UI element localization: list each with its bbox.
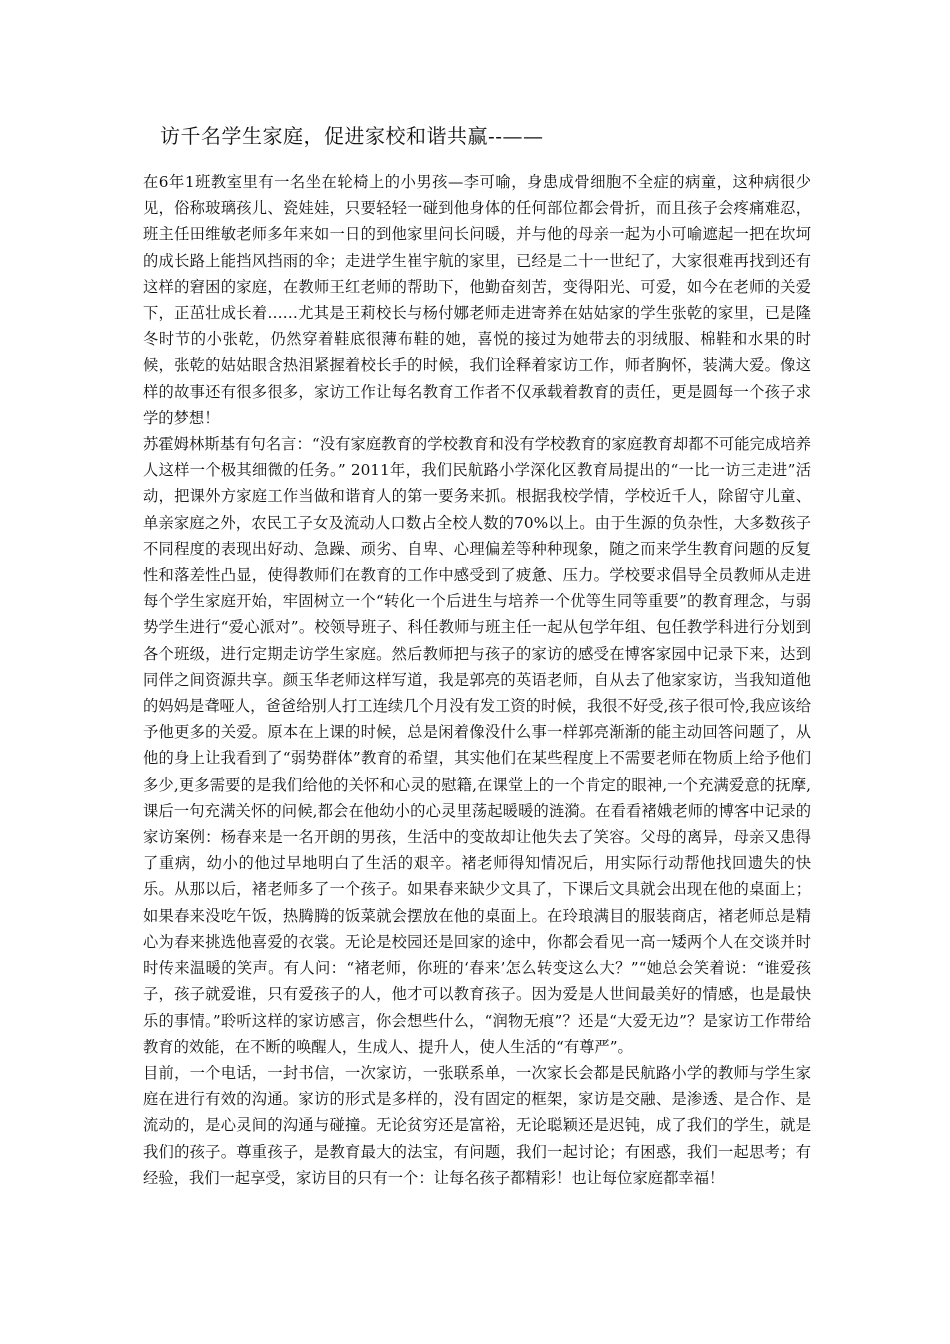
document-body xyxy=(143,169,811,1191)
document-title: 访千名学生家庭，促进家校和谐共赢--—— xyxy=(160,124,544,148)
paragraph-communication-summary: 目前，一个电话，一封书信，一次家访，一张联系单，一次家长会都是民航路小学的教师与学生家庭在进行有效的沟通。家访的形式是多样的，没有固定的框架，家访是交融、是渗透、是合作、是流动的，是心灵间的沟通与碰撞。无论贫穷还是富裕，无论聪颖还是迟钝，成了我们的学生，就是我们的孩子。尊重孩子，是教育最大的法宝，有问题，我们一起讨论；有困惑，我们一起思考；有经验，我们一起享受，家访目的只有一个：让每名孩子都精彩！也让每位家庭都幸福！ xyxy=(143,1063,811,1187)
paragraph-school-initiative: 苏霍姆林斯基有句名言：“没有家庭教育的学校教育和没有学校教育的家庭教育却都不可能完成培养人这样一个极其细微的任务。” 2011年，我们民航路小学深化区教育局提出的“一比一访三走进”活动，把课外方家庭工作当做和谐育人的第一要务来抓。根据我校学情，学校近千人，除留守儿童、单亲家庭之外，农民工子女及流动人口数占全校人数的70%以上。由于生源的负杂性，大多数孩子不同程度的表现出好动、急躁、顽劣、自卑、心理偏差等种种现象，随之而来学生教育问题的反复性和落差性凸显，使得教师们在教育的工作中感受到了疲惫、压力。学校要求倡导全员教师从走进每个学生家庭开始，牢固树立一个“转化一个后进生与培养一个优等生同等重要”的教育理念，与弱势学生进行“爱心派对”。校领导班子、科任教师与班主任一起从包学年组、包任教学科进行分划到各个班级，进行定期走访学生家庭。然后教师把与孩子的家访的感受在博客家园中记录下来，达到同伴之间资源共享。颜玉华老师这样写道，我是郭亮的英语老师，自从去了他家家访，当我知道他的妈妈是聋哑人，爸爸给别人打工连续几个月没有发工资的时候，我很不好受,孩子很可怜,我应该给予他更多的关爱。原本在上课的时候，总是闲着像没什么事一样郭亮渐渐的能主动回答问题了，从他的身上让我看到了“弱势群体”教育的希望，其实他们在某些程度上不需要老师在物质上给予他们多少,更多需要的是我们给他的关怀和心灵的慰籍,在课堂上的一个肯定的眼神,一个充满爱意的抚摩,课后一句充满关怀的问候,都会在他幼小的心灵里荡起暖暖的涟漪。在看看褚娥老师的博客中记录的家访案例：杨春来是一名开朗的男孩，生活中的变故却让他失去了笑容。父母的离异，母亲又患得了重病，幼小的他过早地明白了生活的艰辛。褚老师得知情况后，用实际行动帮他找回遗失的快乐。从那以后，褚老师多了一个孩子。如果春来缺少文具了，下课后文具就会出现在他的桌面上；如果春来没吃午饭，热腾腾的饭菜就会摆放在他的桌面上。在玲琅满目的服装商店，褚老师总是精心为春来挑选他喜爱的衣裳。无论是校园还是回家的途中，你都会看见一高一矮两个人在交谈并时时传来温暖的笑声。有人问：“褚老师，你班的‘春来’怎么转变这么大？”“她总会笑着说：“谁爱孩子，孩子就爱谁，只有爱孩子的人，他才可以教育孩子。因为爱是人世间最美好的情感，也是最快乐的事情。”聆听这样的家访感言，你会想些什么，“润物无痕”？还是“大爱无边”？是家访工作带给教育的效能，在不断的唤醒人，生成人、提升人，使人生活的“有尊严”。 xyxy=(143,435,811,1056)
paragraph-home-visit-stories: 在6年1班教室里有一名坐在轮椅上的小男孩—李可喻，身患成骨细胞不全症的病童，这种病很少见，俗称玻璃孩儿、瓷娃娃，只要轻轻一碰到他身体的任何部位都会骨折，而且孩子会疼痛难忍，班主任田维敏老师多年来如一日的到他家里问长问暖，并与他的母亲一起为小可喻遮起一把在坎坷的成长路上能挡风挡雨的伞；走进学生崔宇航的家里，已经是二十一世纪了，大家很难再找到还有这样的窘困的家庭，在教师王红老师的帮助下，他勤奋刻苦，变得阳光、可爱，如今在老师的关爱下，正茁壮成长着……尤其是王莉校长与杨付娜老师走进寄养在姑姑家的学生张乾的家里，已是隆冬时节的小张乾，仍然穿着鞋底很薄布鞋的她，喜悦的接过为她带去的羽绒服、棉鞋和水果的时候，张乾的姑姑眼含热泪紧握着校长手的时候，我们诠释着家访工作，师者胸怀，装满大爱。像这样的故事还有很多很多，家访工作让每名教育工作者不仅承载着教育的责任，更是圆每一个孩子求学的梦想！ xyxy=(143,173,811,427)
